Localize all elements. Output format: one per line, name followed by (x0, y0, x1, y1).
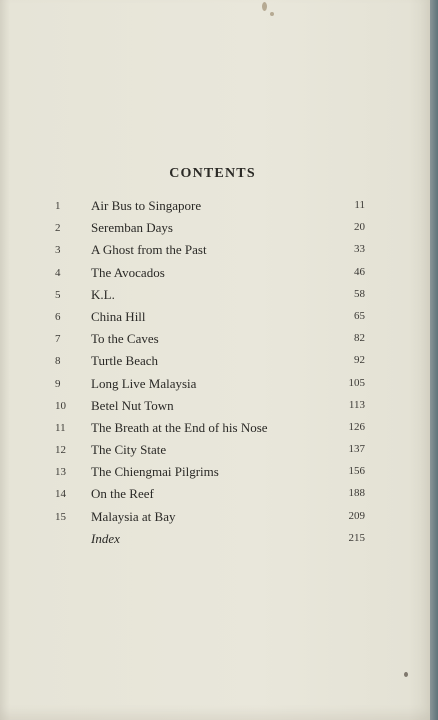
toc-entry (55, 219, 365, 241)
page-number: 137 (348, 443, 365, 456)
toc-entry (55, 485, 365, 507)
page-number: 215 (348, 531, 365, 544)
chapter-number: 10 (55, 399, 66, 412)
toc-entry (55, 419, 365, 441)
chapter-title: The Chiengmai Pilgrims (91, 464, 219, 480)
page-number: 65 (354, 309, 365, 322)
toc-entry (55, 397, 365, 419)
chapter-number: 1 (55, 200, 61, 212)
toc-entry (55, 352, 365, 374)
chapter-title: The Breath at the End of his Nose (91, 419, 268, 435)
toc-entry (55, 308, 365, 330)
chapter-number: 6 (55, 310, 61, 323)
page-number: 105 (348, 376, 365, 389)
chapter-number: 8 (55, 355, 61, 368)
page-number: 20 (354, 221, 365, 234)
toc-entry (55, 463, 365, 485)
chapter-number: 11 (55, 421, 66, 434)
page-number: 82 (354, 332, 365, 345)
contents-heading: CONTENTS (169, 166, 256, 181)
page-edge (430, 0, 438, 720)
chapter-title: Malaysia at Bay (91, 508, 176, 524)
chapter-number: 9 (55, 377, 61, 390)
chapter-number: 2 (55, 222, 61, 235)
chapter-number: 12 (55, 444, 66, 457)
toc-entry-index (55, 530, 365, 552)
page-number: 126 (348, 420, 365, 433)
chapter-number: 13 (55, 466, 66, 479)
table-of-contents (55, 197, 365, 552)
toc-entry (55, 508, 365, 530)
page-number: 46 (354, 265, 365, 278)
page-number: 113 (348, 398, 365, 411)
chapter-title: K.L. (91, 286, 115, 302)
chapter-title: To the Caves (91, 331, 159, 347)
chapter-number: 7 (55, 333, 61, 346)
foxing-spot (270, 12, 274, 16)
chapter-number: 14 (55, 488, 66, 501)
toc-entry (55, 441, 365, 463)
page-number: 92 (354, 354, 365, 367)
page-number: 156 (348, 465, 365, 478)
page-number: 58 (354, 287, 365, 300)
chapter-title: Betel Nut Town (91, 397, 174, 413)
foxing-spot (262, 2, 267, 11)
toc-entry (55, 197, 365, 219)
chapter-number: 15 (55, 510, 66, 523)
page-number: 209 (348, 509, 365, 522)
foxing-spot (404, 672, 408, 677)
chapter-number: 4 (55, 266, 61, 279)
chapter-title: A Ghost from the Past (91, 242, 207, 258)
chapter-title: Air Bus to Singapore (91, 198, 202, 213)
chapter-title: The Avocados (91, 264, 165, 280)
chapter-title: On the Reef (91, 486, 154, 502)
chapter-number: 3 (55, 244, 61, 257)
chapter-title: China Hill (91, 308, 146, 324)
page-number: 11 (354, 199, 365, 211)
chapter-title: Seremban Days (91, 220, 173, 236)
page-number: 33 (354, 243, 365, 256)
toc-entry (55, 330, 365, 352)
chapter-title: Long Live Malaysia (91, 375, 197, 391)
chapter-number: 5 (55, 288, 61, 301)
chapter-title: The City State (91, 442, 167, 458)
toc-entry (55, 241, 365, 263)
page-number: 188 (348, 487, 365, 500)
toc-entry (55, 264, 365, 286)
toc-entry (55, 375, 365, 397)
chapter-title: Turtle Beach (91, 353, 159, 369)
index-title: Index (91, 530, 120, 546)
toc-entry (55, 286, 365, 308)
